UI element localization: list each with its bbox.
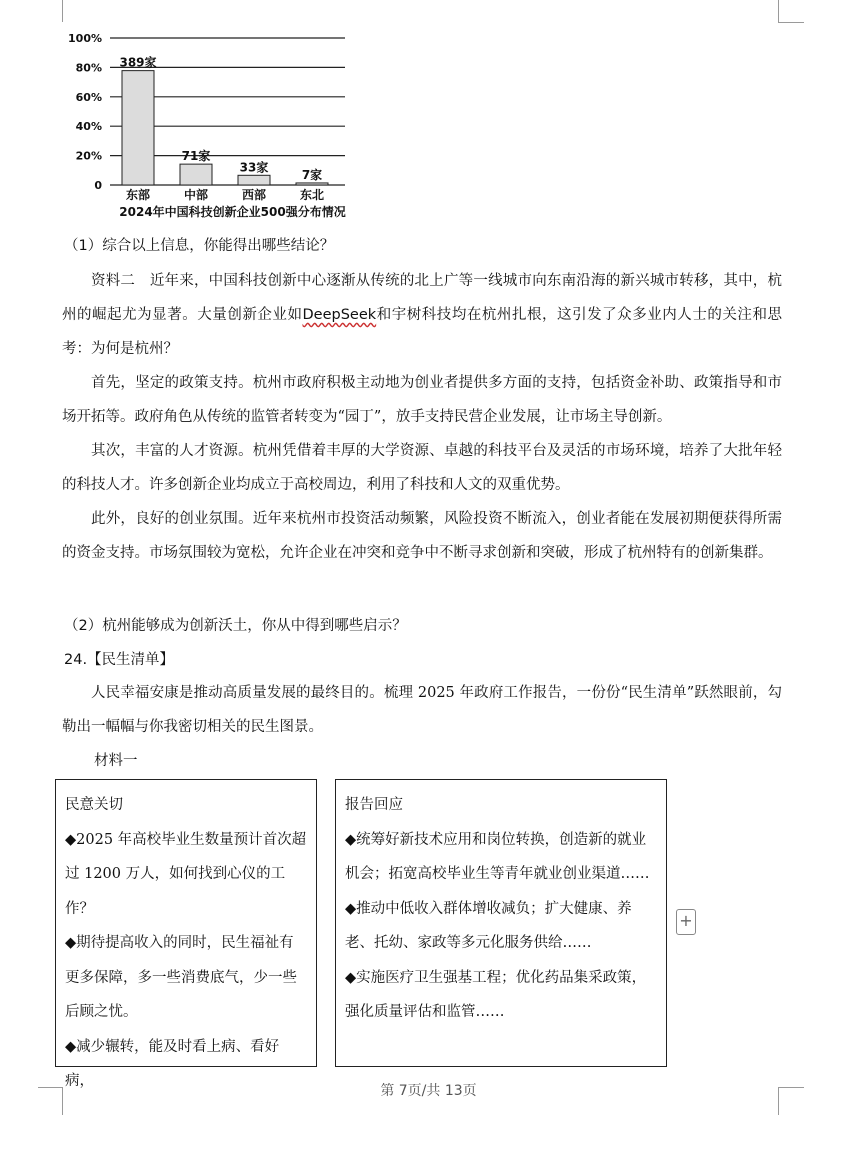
material-2-paragraph-1: 资料二 近年来，中国科技创新中心逐渐从传统的北上广等一线城市向东南沿海的新兴城市转移，其中，杭州的崛起尤为显著。大量创新企业如DeepSeek和宇树科技均在杭州扎根，这引发了众多业内人士的关注和思考：为何是杭州？: [62, 273, 782, 357]
add-plus-icon[interactable]: +: [676, 909, 696, 935]
material-2: [62, 264, 782, 570]
bar: [238, 175, 270, 185]
deepseek-word: DeepSeek: [302, 307, 377, 323]
question-1: （1）综合以上信息，你能得出哪些结论？: [64, 238, 335, 254]
page-footer: 第 7页/共 13页: [380, 1083, 477, 1099]
data-label: 33家: [239, 160, 269, 175]
bar-chart: [60, 0, 420, 225]
public-concern-box: [55, 779, 317, 1089]
y-tick-label: 20%: [75, 149, 102, 163]
report-response-item: ◆统筹好新技术应用和岗位转换，创造新的就业机会；拓宽高校毕业生等青年就业创业渠道……: [345, 831, 650, 882]
material-1-label: 材料一: [94, 753, 138, 769]
data-label: 389家: [119, 55, 157, 70]
chart-title: 2024年中国科技创新企业500强分布情况: [119, 205, 346, 219]
bar: [122, 71, 154, 185]
public-concern-item: ◆减少辗转，能及时看上病、看好病，: [65, 1038, 280, 1089]
question-2: （2）杭州能够成为创新沃土，你从中得到哪些启示？: [64, 618, 407, 634]
category-label: 西部: [241, 188, 267, 202]
public-concern-title: 民意关切: [65, 797, 123, 813]
public-concern-item: ◆2025 年高校毕业生数量预计首次超过 1200 万人，如何找到心仪的工作？: [65, 831, 307, 917]
report-response-title: 报告回应: [345, 797, 403, 813]
data-label: 71家: [181, 149, 211, 164]
crop-mark-top-right: [778, 0, 779, 22]
material-2-paragraph-2: 首先，坚定的政策支持。杭州市政府积极主动地为创业者提供多方面的支持，包括资金补助、政策指导和市场开拓等。政府角色从传统的监管者转变为“园丁”，放手支持民营企业发展，让市场主导创新。: [62, 375, 782, 425]
y-tick-label: 80%: [75, 61, 102, 75]
y-tick-label: 40%: [75, 120, 102, 134]
bar: [296, 183, 328, 185]
crop-mark-top-right-h: [778, 22, 804, 23]
y-tick-label: 60%: [75, 90, 102, 104]
question-24-title: 24.【民生清单】: [64, 652, 175, 668]
category-label: 东部: [125, 188, 151, 202]
report-response-box: [335, 779, 667, 1067]
public-concern-item: ◆期待提高收入的同时，民生福祉有更多保障，多一些消费底气，少一些后顾之忧。: [65, 935, 297, 1020]
question-24-intro: 人民幸福安康是推动高质量发展的最终目的。梳理 2025 年政府工作报告，一份份“民生清单”跃然眼前，勾勒出一幅幅与你我密切相关的民生图景。: [62, 685, 782, 735]
data-label: 7家: [301, 167, 323, 182]
report-response-item: ◆推动中低收入群体增收减负；扩大健康、养老、托幼、家政等多元化服务供给……: [345, 900, 632, 951]
category-label: 东北: [299, 188, 325, 202]
material-2-paragraph-4: 此外，良好的创业氛围。近年来杭州市投资活动频繁，风险投资不断流入，创业者能在发展初期便获得所需的资金支持。市场氛围较为宽松，允许企业在冲突和竞争中不断寻求创新和突破，形成了杭州特有的创新集群。: [62, 511, 782, 561]
material-2-paragraph-3: 其次，丰富的人才资源。杭州凭借着丰厚的大学资源、卓越的科技平台及灵活的市场环境，培养了大批年轻的科技人才。许多创新企业均成立于高校周边，利用了科技和人文的双重优势。: [62, 443, 782, 493]
report-response-item: ◆实施医疗卫生强基工程；优化药品集采政策，强化质量评估和监管……: [345, 969, 647, 1020]
category-label: 中部: [183, 188, 209, 202]
y-tick-label: 100%: [68, 32, 102, 45]
bar: [180, 164, 212, 185]
y-tick-label: 0: [94, 179, 102, 192]
